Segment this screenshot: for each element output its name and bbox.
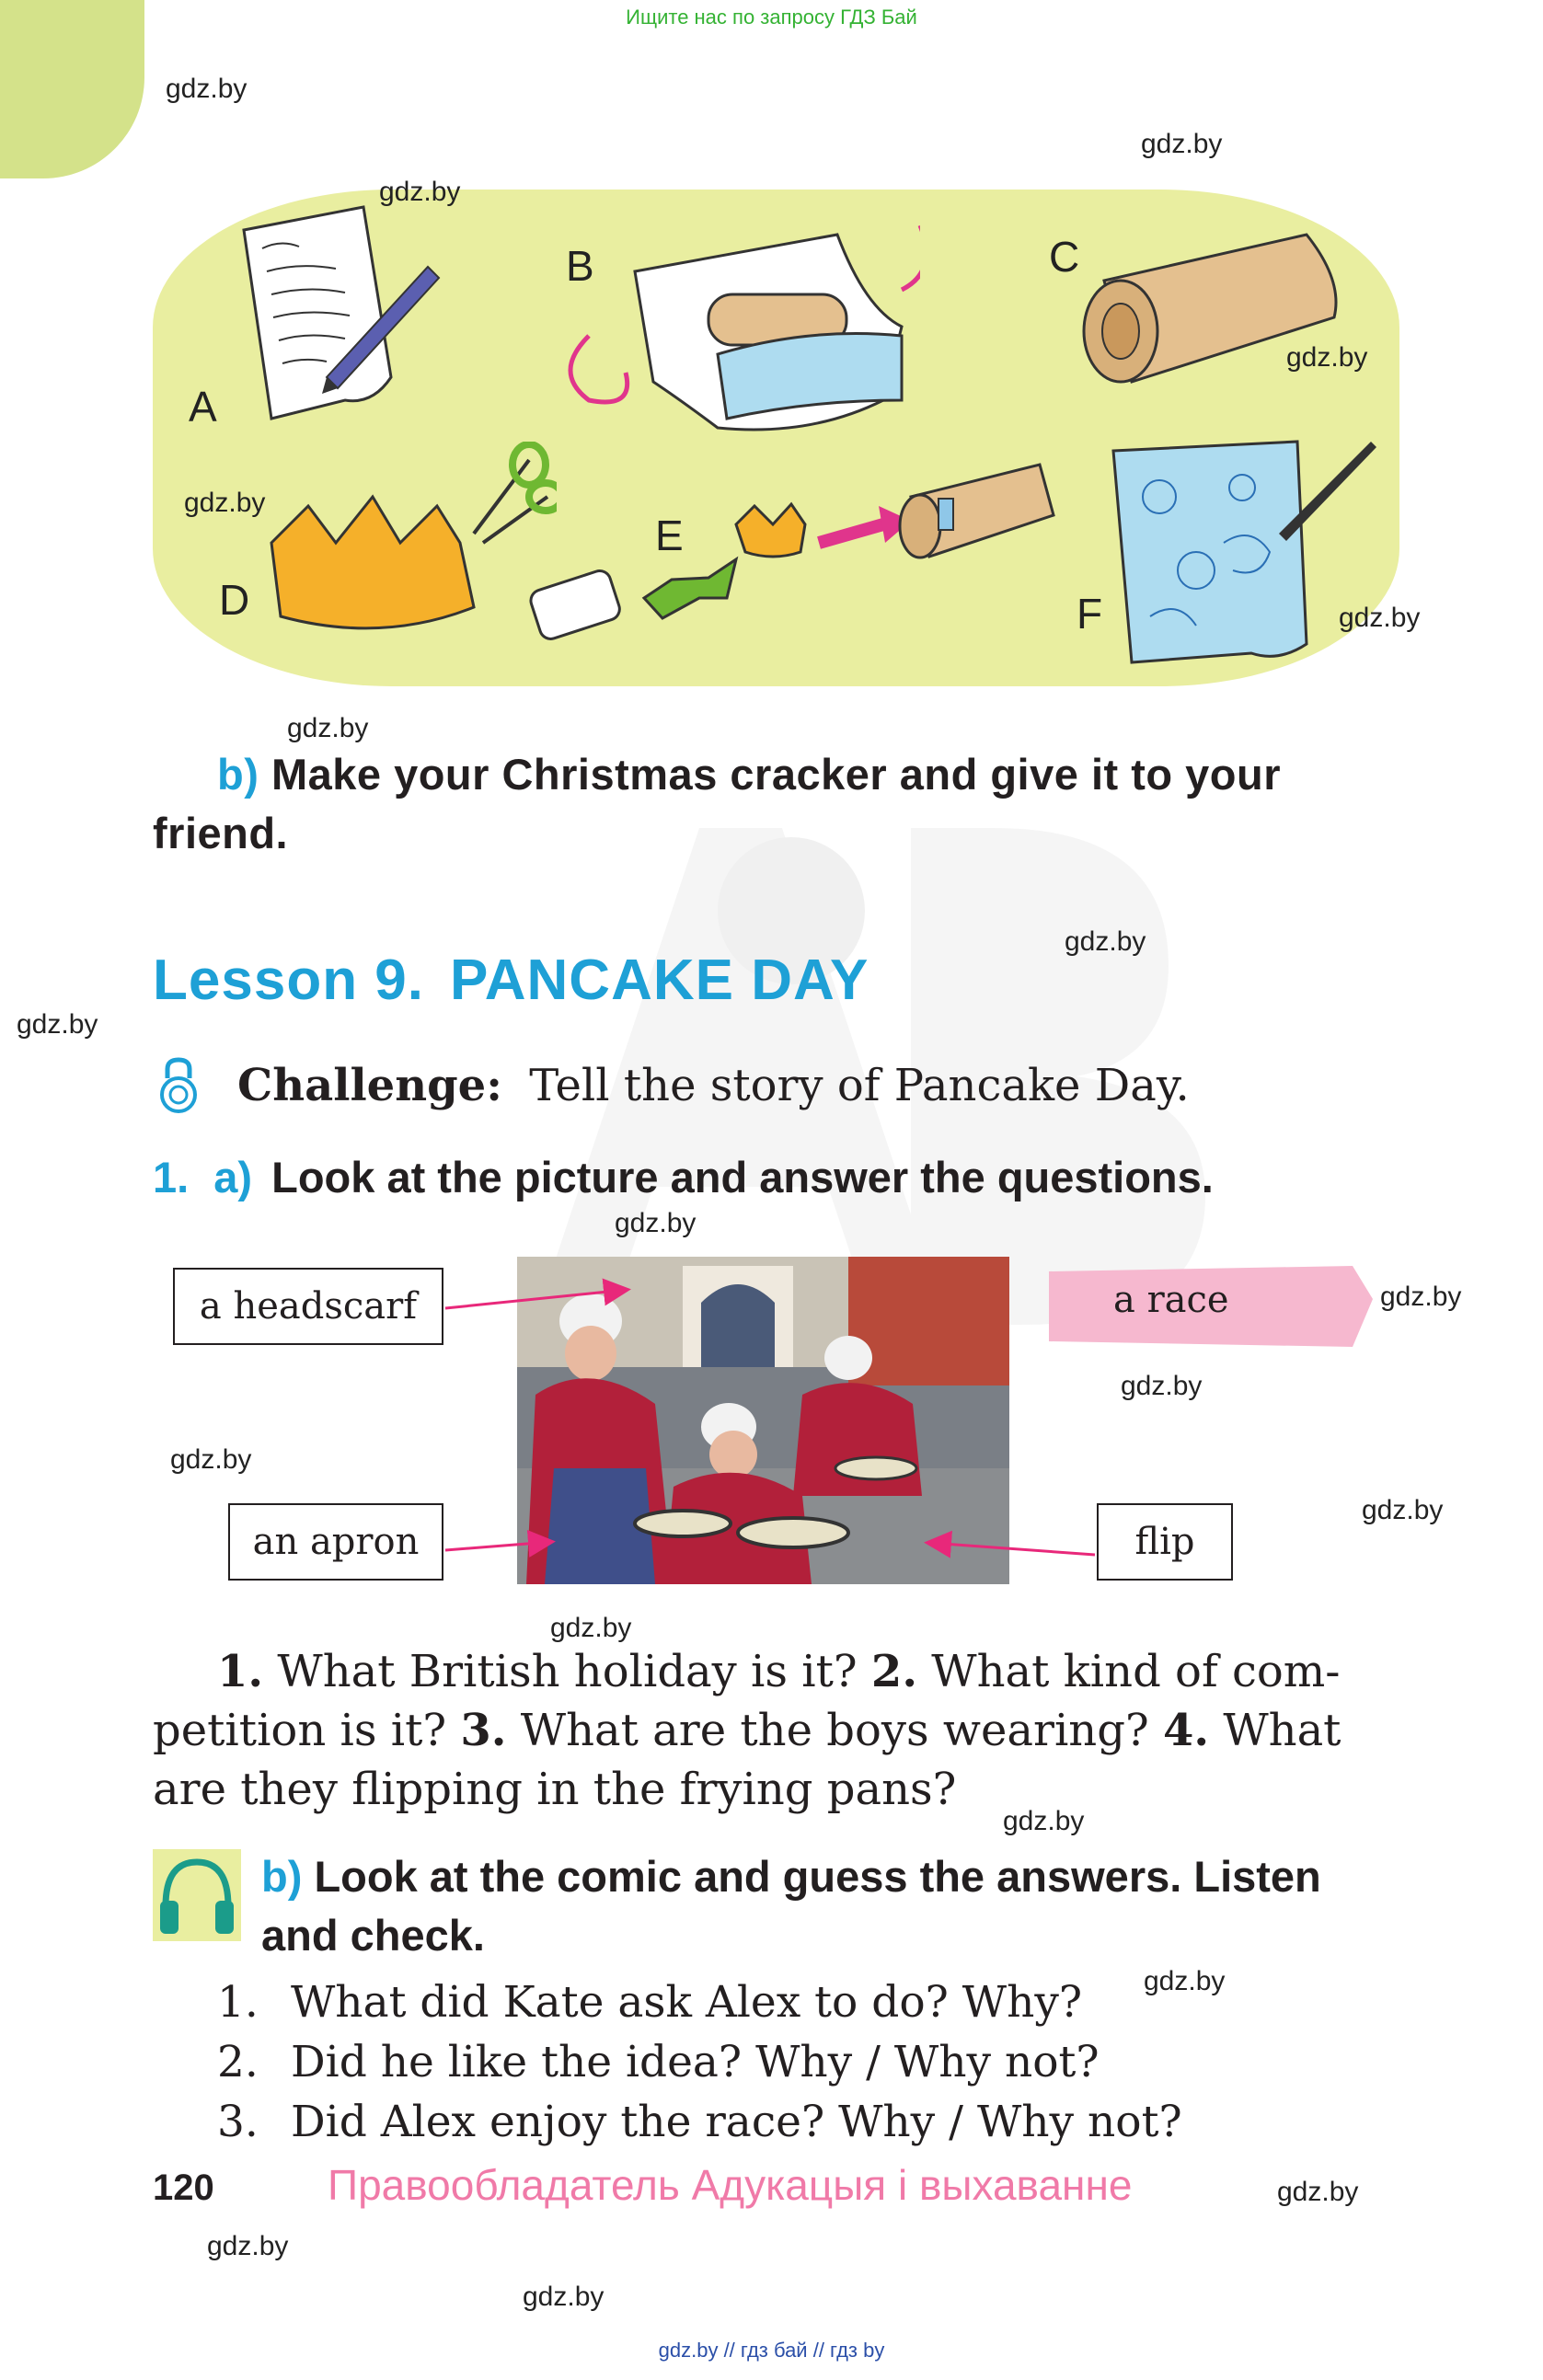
watermark[interactable]: gdz.by	[1141, 129, 1223, 159]
watermark[interactable]: gdz.by	[287, 713, 369, 743]
task-1b-line-2: and check.	[261, 1911, 485, 1960]
lesson-name: PANCAKE DAY	[450, 949, 869, 1012]
watermark[interactable]: gdz.by	[1003, 1806, 1085, 1836]
watermark[interactable]: gdz.by	[17, 1009, 98, 1040]
task-marker: b)	[261, 1852, 303, 1901]
craft-letter-d: D	[219, 576, 250, 624]
watermark[interactable]: gdz.by	[379, 177, 461, 207]
watermark[interactable]: gdz.by	[1362, 1495, 1444, 1525]
watermark[interactable]: gdz.by	[1121, 1371, 1203, 1401]
craft-letter-f: F	[1077, 590, 1103, 638]
watermark[interactable]: gdz.by	[1277, 2177, 1359, 2207]
task-text: Look at the comic and guess the answers. Listen	[314, 1852, 1321, 1901]
craft-letter-a: A	[189, 383, 217, 431]
task-marker: a)	[213, 1153, 253, 1201]
craft-letter-e: E	[655, 512, 684, 559]
watermark[interactable]: gdz.by	[615, 1208, 697, 1238]
challenge-label: Challenge:	[237, 1060, 502, 1111]
question-text: What kind of com-	[931, 1646, 1341, 1697]
question-number: 1.	[217, 1646, 264, 1697]
question-text: are they flipping in the frying pans?	[153, 1764, 957, 1815]
question-text: What	[1223, 1705, 1341, 1756]
footer-links[interactable]: gdz.by // гдз бай // гдз by	[658, 2339, 885, 2362]
craft-letter-c: C	[1049, 233, 1080, 281]
task-text: Make your Christmas cracker and give it to your friend.	[153, 750, 1281, 857]
list-text: Did Alex enjoy the race? Why / Why not?	[291, 2097, 1182, 2147]
list-number: 3.	[217, 2097, 259, 2147]
watermark[interactable]: gdz.by	[170, 1444, 252, 1475]
watermark[interactable]: gdz.by	[166, 74, 248, 104]
headphones-icon	[153, 1849, 241, 1941]
task-1b-line-1	[261, 1847, 1402, 1906]
task-text: Look at the picture and answer the questions.	[271, 1153, 1214, 1201]
questions-line-1	[153, 1642, 1395, 1701]
list-text: What did Kate ask Alex to do? Why?	[291, 1977, 1083, 2028]
watermark[interactable]: gdz.by	[184, 488, 266, 518]
question-text: What British holiday is it?	[277, 1646, 858, 1697]
watermark[interactable]: gdz.by	[1144, 1966, 1226, 1996]
challenge-text: Tell the story of Pancake Day.	[529, 1060, 1190, 1111]
list-item	[217, 1973, 1082, 2032]
craft-letter-b: B	[566, 242, 594, 290]
watermark[interactable]: gdz.by	[1286, 342, 1368, 373]
questions-line-2	[153, 1701, 1395, 1760]
watermark[interactable]: gdz.by	[1065, 926, 1146, 957]
label-headscarf: a headscarf	[173, 1268, 443, 1345]
watermark[interactable]: gdz.by	[207, 2231, 289, 2261]
list-item	[217, 2093, 1182, 2152]
task-number: 1.	[153, 1153, 190, 1201]
lesson-number: Lesson 9.	[153, 949, 424, 1012]
question-number: 4.	[1162, 1705, 1210, 1756]
list-item	[217, 2033, 1100, 2092]
label-apron: an apron	[228, 1503, 443, 1581]
top-banner[interactable]: Ищите нас по запросу ГДЗ Бай	[626, 6, 917, 29]
list-text: Did he like the idea? Why / Why not?	[291, 2037, 1100, 2087]
label-race: a race	[1113, 1279, 1229, 1321]
watermark[interactable]: gdz.by	[1339, 603, 1421, 633]
questions-line-3	[153, 1760, 1395, 1819]
watermark[interactable]: gdz.by	[523, 2282, 605, 2312]
copyright-notice: Правообладатель Адукацыя і выхаванне	[328, 2161, 1133, 2209]
task-marker: b)	[217, 750, 259, 799]
list-number: 1.	[217, 1977, 259, 2028]
watermark[interactable]: gdz.by	[550, 1613, 632, 1643]
watermark[interactable]: gdz.by	[1380, 1282, 1462, 1312]
question-number: 2.	[870, 1646, 918, 1697]
question-text: petition is it?	[153, 1705, 447, 1756]
question-number: 3.	[460, 1705, 507, 1756]
task-1b	[261, 1847, 1402, 1965]
question-text: What are the boys wearing?	[520, 1705, 1149, 1756]
page-number: 120	[153, 2167, 214, 2208]
list-number: 2.	[217, 2037, 259, 2087]
questions-paragraph	[153, 1642, 1395, 1819]
label-flip: flip	[1097, 1503, 1233, 1581]
